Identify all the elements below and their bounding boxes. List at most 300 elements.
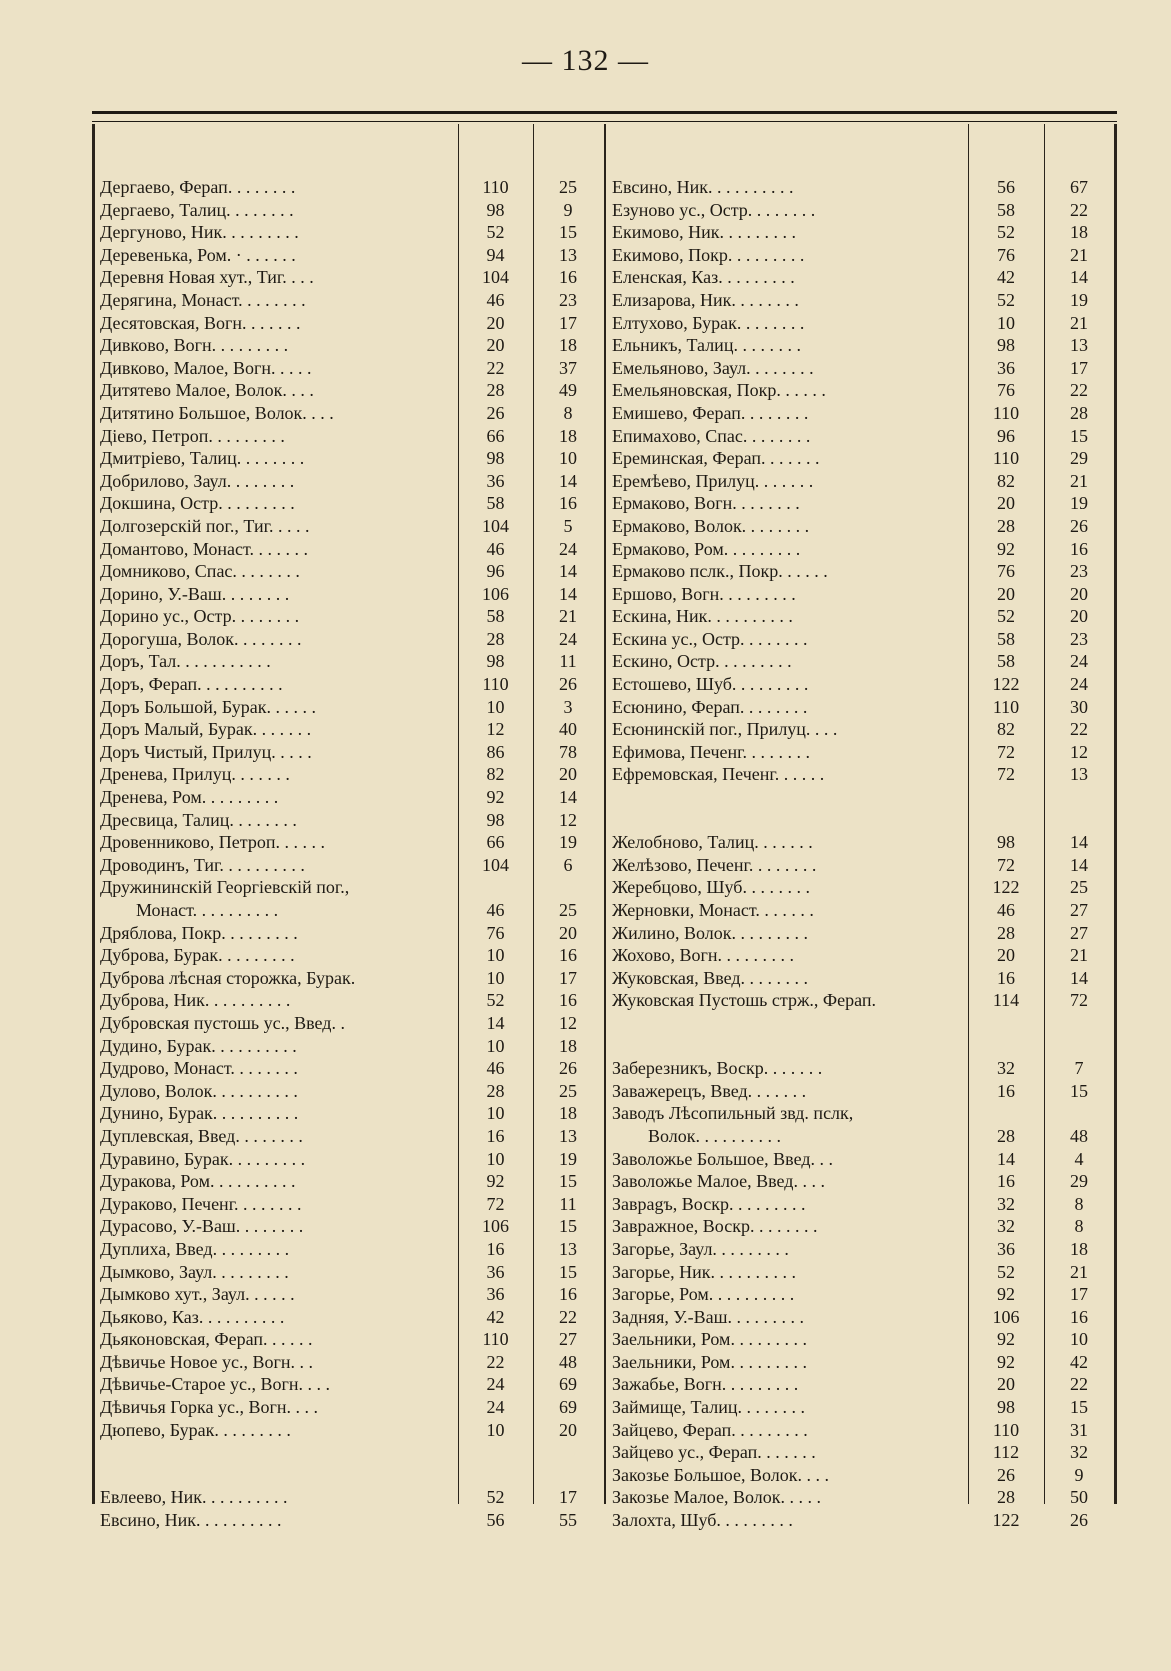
distance-value: 52 bbox=[486, 1487, 505, 1508]
table-row bbox=[612, 922, 1112, 945]
table-row bbox=[100, 1215, 600, 1238]
place-name: Есюнинскій пог., Прилуц. . . . bbox=[612, 719, 838, 740]
place-name: Ершово, Вогн. . . . . . . . . bbox=[612, 583, 796, 604]
table-row bbox=[612, 266, 1112, 289]
distance-value: 104 bbox=[482, 854, 509, 875]
place-name: Домантово, Монаст. . . . . . . bbox=[100, 538, 309, 559]
place-name: Закозье Большое, Волок. . . . bbox=[612, 1464, 830, 1485]
table-row bbox=[100, 650, 600, 673]
page-reference-value: 31 bbox=[1070, 1419, 1088, 1440]
distance-value: 16 bbox=[997, 1080, 1015, 1101]
table-row bbox=[612, 1125, 1112, 1148]
distance-value: 76 bbox=[997, 244, 1015, 265]
place-name: Дитятево Малое, Волок. . . . bbox=[100, 380, 314, 401]
place-name: Завраgъ, Воскр. . . . . . . . . bbox=[612, 1193, 806, 1214]
page-reference-value: 21 bbox=[1070, 945, 1088, 966]
page-reference-value: 17 bbox=[559, 312, 577, 333]
page-reference-value: 23 bbox=[1070, 561, 1088, 582]
place-name: Емельяновская, Покр. . . . . . bbox=[612, 380, 826, 401]
table-row bbox=[100, 1261, 600, 1284]
distance-value: 56 bbox=[486, 1510, 505, 1531]
place-name: Дурасово, У.-Ваш. . . . . . . . bbox=[100, 1216, 304, 1237]
distance-value: 76 bbox=[997, 380, 1015, 401]
page-reference-value: 13 bbox=[1070, 764, 1088, 785]
page-reference-value: 15 bbox=[559, 1261, 577, 1282]
table-row bbox=[612, 199, 1112, 222]
table-row bbox=[100, 312, 600, 335]
distance-value: 98 bbox=[997, 335, 1015, 356]
distance-value: 16 bbox=[997, 1171, 1015, 1192]
distance-value: 20 bbox=[486, 312, 505, 333]
place-name: Дубровская пустошь ус., Введ. . bbox=[100, 1012, 345, 1033]
table-row bbox=[612, 402, 1112, 425]
distance-value: 72 bbox=[997, 764, 1015, 785]
table-row bbox=[612, 583, 1112, 606]
table-row bbox=[612, 1419, 1112, 1442]
distance-value: 106 bbox=[482, 583, 509, 604]
page-reference-value: 22 bbox=[1070, 199, 1088, 220]
distance-value: 96 bbox=[486, 561, 505, 582]
page-reference-value: 18 bbox=[1070, 222, 1088, 243]
distance-value: 110 bbox=[992, 402, 1020, 423]
table-row bbox=[612, 1148, 1112, 1171]
table-row bbox=[612, 1238, 1112, 1261]
distance-value: 10 bbox=[486, 696, 505, 717]
page-reference-value: 30 bbox=[1070, 696, 1088, 717]
page-reference-value: 16 bbox=[559, 493, 577, 514]
distance-value: 58 bbox=[486, 606, 505, 627]
table-row bbox=[100, 244, 600, 267]
distance-value: 42 bbox=[997, 267, 1015, 288]
distance-value: 66 bbox=[486, 832, 505, 853]
place-name: Жуковская, Введ. . . . . . . . bbox=[612, 967, 809, 988]
place-name: Евсино, Ник. . . . . . . . . . bbox=[612, 177, 794, 197]
distance-value: 10 bbox=[997, 312, 1015, 333]
table-row bbox=[100, 1148, 600, 1171]
table-row bbox=[612, 718, 1112, 741]
table-row bbox=[612, 357, 1112, 380]
place-name: Жохово, Вогн. . . . . . . . . bbox=[612, 945, 794, 966]
table-row bbox=[612, 334, 1112, 357]
place-name: Есюнино, Ферап. . . . . . . . bbox=[612, 696, 808, 717]
page-reference-value: 69 bbox=[559, 1397, 577, 1418]
distance-value: 104 bbox=[482, 267, 509, 288]
place-name: Дренева, Ром. . . . . . . . . bbox=[100, 787, 279, 808]
distance-value: 10 bbox=[486, 1103, 505, 1124]
table-row bbox=[612, 312, 1112, 335]
table-row bbox=[612, 673, 1112, 696]
distance-value: 36 bbox=[486, 470, 505, 491]
page-reference-value: 5 bbox=[563, 515, 573, 536]
page-reference-value: 21 bbox=[559, 606, 577, 627]
page-reference-value: 48 bbox=[1070, 1125, 1088, 1146]
place-name: Доръ Чистый, Прилуц. . . . . bbox=[100, 741, 312, 762]
table-row bbox=[612, 1057, 1112, 1080]
distance-value: 66 bbox=[486, 425, 505, 446]
place-name: Жерновки, Монаст. . . . . . . bbox=[612, 900, 814, 920]
table-row bbox=[100, 741, 600, 764]
distance-value: 112 bbox=[992, 1442, 1020, 1463]
distance-value: 106 bbox=[992, 1306, 1020, 1327]
page-reference-value: 24 bbox=[1070, 674, 1088, 695]
table-row bbox=[612, 1396, 1112, 1419]
page-reference-value: 17 bbox=[559, 967, 577, 988]
distance-value: 58 bbox=[997, 199, 1015, 220]
page-reference-value: 11 bbox=[559, 651, 577, 672]
table-row bbox=[612, 1215, 1112, 1238]
table-row bbox=[612, 515, 1112, 538]
table-row bbox=[100, 1509, 600, 1532]
table-row bbox=[100, 628, 600, 651]
distance-value: 98 bbox=[486, 448, 505, 469]
distance-value: 46 bbox=[997, 900, 1015, 920]
page-reference-value: 14 bbox=[1070, 832, 1088, 853]
page-reference-value: 72 bbox=[1070, 990, 1088, 1011]
distance-value: 20 bbox=[997, 1374, 1015, 1395]
place-name: Заволожье Большое, Введ. . . bbox=[612, 1148, 833, 1169]
table-row bbox=[612, 538, 1112, 561]
place-name: Дуплевская, Введ. . . . . . . . bbox=[100, 1125, 303, 1146]
distance-value: 96 bbox=[997, 425, 1015, 446]
table-row bbox=[612, 1193, 1112, 1216]
place-name: Ефремовская, Печенг. . . . . . bbox=[612, 764, 825, 785]
distance-value: 26 bbox=[997, 1464, 1015, 1485]
table-row bbox=[100, 538, 600, 561]
page-reference-value: 4 bbox=[1074, 1148, 1084, 1169]
place-name: Домниково, Спас. . . . . . . . bbox=[100, 561, 300, 582]
place-name: Заберезникъ, Воскр. . . . . . . bbox=[612, 1058, 823, 1079]
table-row bbox=[612, 786, 1112, 809]
place-name: Монаст. . . . . . . . . . bbox=[136, 900, 279, 920]
distance-value: 14 bbox=[997, 1148, 1015, 1169]
distance-value: 22 bbox=[486, 357, 505, 378]
page-reference-value: 27 bbox=[1070, 922, 1088, 943]
table-row bbox=[612, 876, 1112, 899]
distance-value: 52 bbox=[486, 222, 505, 243]
distance-value: 92 bbox=[997, 1351, 1015, 1372]
page-reference-value: 78 bbox=[559, 741, 577, 762]
place-name: Дивково, Малое, Вогн. . . . . bbox=[100, 357, 312, 378]
place-name: Дуброва, Бурак. . . . . . . . . bbox=[100, 945, 295, 966]
table-row bbox=[612, 447, 1112, 470]
left-column bbox=[100, 176, 600, 1532]
distance-value: 98 bbox=[997, 832, 1015, 853]
place-name: Задняя, У.-Ваш. . . . . . . . . bbox=[612, 1306, 805, 1327]
place-name: Дымково хут., Заул. . . . . . bbox=[100, 1284, 295, 1305]
page-reference-value: 18 bbox=[559, 425, 577, 446]
place-name: Зайцево, Ферап. . . . . . . . . bbox=[612, 1419, 808, 1440]
page-reference-value: 3 bbox=[563, 696, 573, 717]
place-name: Зажабье, Вогн. . . . . . . . . bbox=[612, 1374, 799, 1395]
distance-value: 10 bbox=[486, 967, 505, 988]
page-reference-value: 26 bbox=[559, 674, 577, 695]
page-number: — 132 — bbox=[522, 44, 649, 77]
distance-value: 92 bbox=[997, 1329, 1015, 1350]
place-name: Заволожье Малое, Введ. . . . bbox=[612, 1171, 825, 1192]
place-name: Естошево, Шуб. . . . . . . . . bbox=[612, 674, 809, 695]
distance-value: 24 bbox=[486, 1374, 505, 1395]
page-reference-value: 16 bbox=[559, 945, 577, 966]
page-reference-value: 48 bbox=[559, 1351, 577, 1372]
table-row bbox=[100, 763, 600, 786]
center-rule bbox=[604, 124, 606, 1504]
table-row bbox=[612, 696, 1112, 719]
place-name: Дивково, Вогн. . . . . . . . . bbox=[100, 335, 289, 356]
table-row bbox=[100, 899, 600, 922]
page-reference-value: 24 bbox=[559, 628, 577, 649]
page-reference-value: 15 bbox=[559, 1216, 577, 1237]
distance-value: 52 bbox=[997, 289, 1015, 310]
table-row bbox=[100, 1057, 600, 1080]
page-reference-value: 25 bbox=[559, 900, 577, 920]
page-reference-value: 21 bbox=[1070, 470, 1088, 491]
place-name: Дорино ус., Остр. . . . . . . . bbox=[100, 606, 300, 627]
place-name: Заважерецъ, Введ. . . . . . . bbox=[612, 1080, 807, 1101]
table-row bbox=[100, 876, 600, 899]
page-reference-value: 22 bbox=[1070, 719, 1088, 740]
place-name: Евсино, Ник. . . . . . . . . . bbox=[100, 1510, 282, 1531]
page-reference-value: 25 bbox=[559, 1080, 577, 1101]
page-reference-value: 55 bbox=[559, 1510, 577, 1531]
place-name: Епимахово, Спас. . . . . . . . bbox=[612, 425, 811, 446]
table-row bbox=[100, 357, 600, 380]
table-row bbox=[612, 1012, 1112, 1035]
table-row bbox=[100, 967, 600, 990]
place-name: Ермаково пслк., Покр. . . . . . bbox=[612, 561, 828, 582]
page-reference-value: 22 bbox=[559, 1306, 577, 1327]
distance-value: 28 bbox=[486, 380, 505, 401]
distance-value: 10 bbox=[486, 1035, 505, 1056]
distance-value: 76 bbox=[997, 561, 1015, 582]
table-row bbox=[612, 1080, 1112, 1103]
distance-value: 36 bbox=[997, 357, 1015, 378]
page-reference-value: 24 bbox=[559, 538, 577, 559]
distance-value: 52 bbox=[997, 606, 1015, 627]
place-name: Дерягина, Монаст. . . . . . . . bbox=[100, 289, 306, 310]
table-row bbox=[612, 1328, 1112, 1351]
place-name: Еремѣево, Прилуц. . . . . . . bbox=[612, 470, 814, 491]
page-reference-value: 8 bbox=[1074, 1193, 1084, 1214]
place-name: Дуракова, Ром. . . . . . . . . . bbox=[100, 1171, 296, 1192]
table-row bbox=[612, 470, 1112, 493]
place-name: Дудрово, Монаст. . . . . . . . bbox=[100, 1058, 298, 1079]
distance-value: 114 bbox=[992, 990, 1020, 1011]
place-name: Дунино, Бурак. . . . . . . . . . bbox=[100, 1103, 299, 1124]
distance-value: 52 bbox=[997, 1261, 1015, 1282]
distance-value: 32 bbox=[997, 1216, 1015, 1237]
page-reference-value: 18 bbox=[559, 335, 577, 356]
page-reference-value: 50 bbox=[1070, 1487, 1088, 1508]
distance-value: 46 bbox=[486, 1058, 505, 1079]
distance-value: 10 bbox=[486, 1148, 505, 1169]
distance-value: 32 bbox=[997, 1193, 1015, 1214]
place-name: Дьяконовская, Ферап. . . . . . bbox=[100, 1329, 313, 1350]
page-reference-value: 25 bbox=[559, 177, 577, 197]
place-name: Доръ, Тал. . . . . . . . . . . bbox=[100, 651, 271, 672]
distance-value: 58 bbox=[997, 651, 1015, 672]
table-row bbox=[612, 1486, 1112, 1509]
distance-value: 98 bbox=[486, 199, 505, 220]
table-row bbox=[612, 379, 1112, 402]
page-reference-value: 15 bbox=[559, 1171, 577, 1192]
page-reference-value: 13 bbox=[1070, 335, 1088, 356]
place-name: Жуковская Пустошь стрж., Ферап. bbox=[612, 990, 876, 1011]
table-row bbox=[612, 650, 1112, 673]
place-name: Зайцево ус., Ферап. . . . . . . bbox=[612, 1442, 816, 1463]
table-row bbox=[612, 1464, 1112, 1487]
place-name: Добрилово, Заул. . . . . . . . bbox=[100, 470, 295, 491]
distance-value: 46 bbox=[486, 900, 505, 920]
distance-value: 86 bbox=[486, 741, 505, 762]
table-row bbox=[100, 447, 600, 470]
place-name: Ермаково, Ром. . . . . . . . . bbox=[612, 538, 801, 559]
distance-value: 104 bbox=[482, 515, 509, 536]
table-row bbox=[612, 809, 1112, 832]
table-row bbox=[100, 605, 600, 628]
page-reference-value: 13 bbox=[559, 1125, 577, 1146]
place-name: Деревенька, Ром. · . . . . . . bbox=[100, 244, 296, 265]
place-name: Еленская, Каз. . . . . . . . . bbox=[612, 267, 795, 288]
distance-value: 82 bbox=[997, 470, 1015, 491]
distance-value: 14 bbox=[486, 1012, 505, 1033]
table-row bbox=[100, 379, 600, 402]
page-reference-value: 15 bbox=[1070, 425, 1088, 446]
page-reference-value: 18 bbox=[559, 1103, 577, 1124]
table-row bbox=[100, 1441, 600, 1464]
distance-value: 26 bbox=[486, 402, 505, 423]
page-reference-value: 40 bbox=[559, 719, 577, 740]
place-name: Дулово, Волок. . . . . . . . . . bbox=[100, 1080, 298, 1101]
place-name: Заельники, Ром. . . . . . . . . bbox=[612, 1351, 807, 1372]
page-reference-value: 16 bbox=[559, 1284, 577, 1305]
place-name: Залохта, Шуб. . . . . . . . . bbox=[612, 1510, 793, 1531]
page-reference-value: 12 bbox=[559, 1012, 577, 1033]
distance-value: 110 bbox=[482, 177, 509, 197]
place-name: Ермаково, Вогн. . . . . . . . bbox=[612, 493, 800, 514]
distance-value: 46 bbox=[486, 289, 505, 310]
distance-value: 92 bbox=[486, 787, 505, 808]
place-name: Дресвица, Талиц. . . . . . . . bbox=[100, 809, 297, 830]
table-row bbox=[100, 673, 600, 696]
distance-value: 122 bbox=[992, 877, 1020, 898]
page-reference-value: 13 bbox=[559, 1238, 577, 1259]
table-row bbox=[100, 583, 600, 606]
table-row bbox=[100, 289, 600, 312]
table-row bbox=[100, 1419, 600, 1442]
page-reference-value: 14 bbox=[1070, 267, 1088, 288]
distance-value: 72 bbox=[486, 1193, 505, 1214]
page-reference-value: 16 bbox=[1070, 538, 1088, 559]
place-name: Загорье, Ром. . . . . . . . . . bbox=[612, 1284, 795, 1305]
page-reference-value: 14 bbox=[1070, 854, 1088, 875]
distance-value: 58 bbox=[997, 628, 1015, 649]
distance-value: 110 bbox=[482, 1329, 509, 1350]
table-row bbox=[100, 944, 600, 967]
page-reference-value: 27 bbox=[559, 1329, 577, 1350]
place-name: Езуново ус., Остр. . . . . . . . bbox=[612, 199, 816, 220]
place-name: Екимово, Ник. . . . . . . . . bbox=[612, 222, 797, 243]
page-reference-value: 67 bbox=[1070, 177, 1088, 197]
distance-value: 122 bbox=[992, 674, 1020, 695]
page-reference-value: 69 bbox=[559, 1374, 577, 1395]
place-name: Емельяново, Заул. . . . . . . . bbox=[612, 357, 814, 378]
top-thin-rule bbox=[92, 121, 1117, 122]
place-name: Дуброва лѣсная сторожка, Бурак. bbox=[100, 967, 356, 988]
right-column bbox=[612, 176, 1112, 1532]
page-reference-value: 8 bbox=[563, 402, 573, 423]
distance-value: 72 bbox=[997, 741, 1015, 762]
distance-value: 92 bbox=[486, 1171, 505, 1192]
page-reference-value: 17 bbox=[559, 1487, 577, 1508]
distance-value: 16 bbox=[997, 967, 1015, 988]
place-name: Дорино, У.-Ваш. . . . . . . . bbox=[100, 583, 290, 604]
table-row bbox=[612, 944, 1112, 967]
place-name: Заводъ Лѣсопильный звд. пслк, bbox=[612, 1103, 854, 1124]
place-name: Ескино, Остр. . . . . . . . . bbox=[612, 651, 792, 672]
distance-value: 28 bbox=[997, 922, 1015, 943]
table-row bbox=[100, 470, 600, 493]
table-row bbox=[612, 899, 1112, 922]
page-reference-value: 14 bbox=[559, 787, 577, 808]
page-reference-value: 15 bbox=[1070, 1397, 1088, 1418]
page-reference-value: 20 bbox=[559, 764, 577, 785]
page-reference-value: 20 bbox=[559, 1419, 577, 1440]
table-row bbox=[612, 605, 1112, 628]
place-name: Дьяково, Каз. . . . . . . . . . bbox=[100, 1306, 285, 1327]
distance-value: 98 bbox=[486, 651, 505, 672]
distance-value: 10 bbox=[486, 1419, 505, 1440]
page-reference-value: 20 bbox=[1070, 583, 1088, 604]
distance-value: 46 bbox=[486, 538, 505, 559]
table-row bbox=[100, 1170, 600, 1193]
place-name: Дергуново, Ник. . . . . . . . . bbox=[100, 222, 299, 243]
distance-value: 16 bbox=[486, 1125, 505, 1146]
distance-value: 28 bbox=[486, 628, 505, 649]
distance-value: 92 bbox=[997, 1284, 1015, 1305]
page-reference-value: 26 bbox=[559, 1058, 577, 1079]
place-name: Елтухово, Бурак. . . . . . . . bbox=[612, 312, 805, 333]
table-row bbox=[100, 334, 600, 357]
place-name: Дергаево, Талиц. . . . . . . . bbox=[100, 199, 294, 220]
place-name: Дудино, Бурак. . . . . . . . . . bbox=[100, 1035, 297, 1056]
place-name: Ескина, Ник. . . . . . . . . . bbox=[612, 606, 793, 627]
table-row bbox=[612, 763, 1112, 786]
place-name: Загорье, Заул. . . . . . . . . bbox=[612, 1238, 789, 1259]
distance-value: 106 bbox=[482, 1216, 509, 1237]
page-reference-value: 10 bbox=[559, 448, 577, 469]
distance-value: 36 bbox=[486, 1261, 505, 1282]
distance-value: 122 bbox=[992, 1510, 1020, 1531]
table-row bbox=[100, 696, 600, 719]
distance-value: 16 bbox=[486, 1238, 505, 1259]
table-row bbox=[612, 831, 1112, 854]
distance-value: 98 bbox=[997, 1397, 1015, 1418]
place-name: Дѣвичья Горка ус., Вогн. . . . bbox=[100, 1397, 319, 1418]
page-reference-value: 24 bbox=[1070, 651, 1088, 672]
place-name: Завражное, Воскр. . . . . . . . bbox=[612, 1216, 818, 1237]
page-reference-value: 21 bbox=[1070, 244, 1088, 265]
page-reference-value: 9 bbox=[563, 199, 573, 220]
table-row bbox=[100, 1373, 600, 1396]
distance-value: 28 bbox=[997, 1487, 1015, 1508]
table-row bbox=[100, 1306, 600, 1329]
table-row bbox=[100, 1283, 600, 1306]
page-reference-value: 29 bbox=[1070, 1171, 1088, 1192]
place-name: Екимово, Покр. . . . . . . . . bbox=[612, 244, 805, 265]
table-row bbox=[100, 786, 600, 809]
place-name: Жилино, Волок. . . . . . . . . bbox=[612, 922, 809, 943]
distance-value: 20 bbox=[486, 335, 505, 356]
